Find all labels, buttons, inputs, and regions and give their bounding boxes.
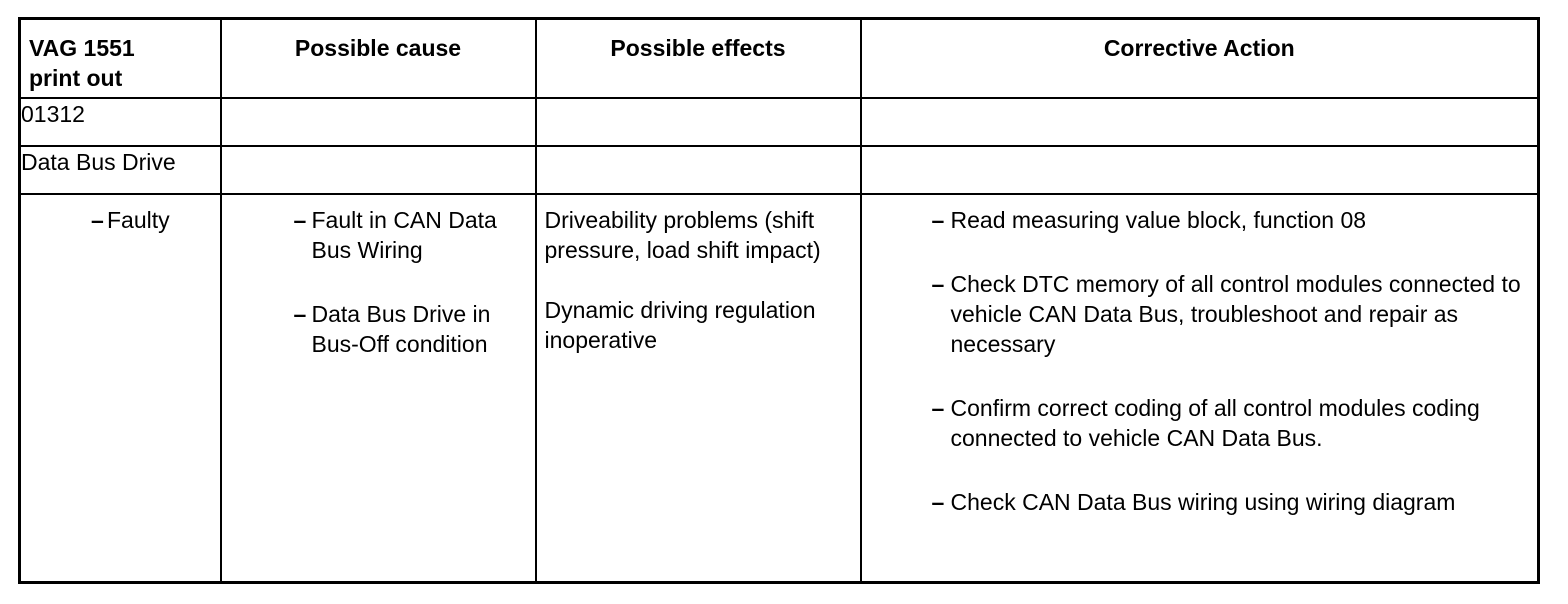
action-text: Confirm correct coding of all control modules coding connected to vehicle CAN Data Bus.: [950, 394, 1480, 451]
dash-bullet: –: [931, 488, 945, 515]
action-text: Check CAN Data Bus wiring using wiring diagram: [950, 488, 1456, 515]
list-item: [222, 299, 535, 359]
empty-cell: [536, 146, 861, 194]
list-item: [862, 269, 1538, 359]
header-possible-effects: Possible effects: [536, 19, 861, 98]
empty-cell: [221, 98, 536, 146]
fault-code-cell: 01312: [20, 98, 221, 146]
header-possible-cause: Possible cause: [221, 19, 536, 98]
list-item: [21, 205, 220, 235]
table-row: [20, 98, 1539, 146]
fault-type-cell: [20, 194, 221, 583]
empty-cell: [536, 98, 861, 146]
header-vag-line1: VAG 1551: [29, 35, 135, 61]
dash-bullet: –: [931, 206, 945, 233]
possible-effects-cell: [536, 194, 861, 583]
effect-text: Driveability problems (shift pressure, load shift impact): [544, 206, 821, 263]
dash-bullet: –: [91, 206, 104, 233]
cause-text: Fault in CAN Data Bus Wiring: [311, 206, 497, 263]
empty-cell: [861, 146, 1539, 194]
dash-bullet: –: [293, 300, 307, 327]
dtc-table: [18, 17, 1540, 584]
header-row: [20, 19, 1539, 98]
table-row: [20, 194, 1539, 583]
possible-cause-cell: [221, 194, 536, 583]
dash-bullet: –: [293, 206, 307, 233]
list-item: [862, 393, 1538, 453]
table-row: [20, 146, 1539, 194]
corrective-action-cell: [861, 194, 1539, 583]
empty-cell: [861, 98, 1539, 146]
dash-bullet: –: [931, 270, 945, 297]
cause-text: Data Bus Drive in Bus-Off condition: [311, 300, 491, 357]
list-item: [862, 205, 1538, 235]
list-item: [222, 205, 535, 265]
list-item: [862, 487, 1538, 517]
effect-text: Dynamic driving regulation inoperative: [544, 296, 816, 353]
header-vag-printout: [20, 19, 221, 98]
fault-name-cell: Data Bus Drive: [20, 146, 221, 194]
header-corrective-action: Corrective Action: [861, 19, 1539, 98]
action-text: Check DTC memory of all control modules connected to vehicle CAN Data Bus, troubleshoot and repair as necessary: [950, 270, 1521, 357]
dash-bullet: –: [931, 394, 945, 421]
empty-cell: [221, 146, 536, 194]
action-text: Read measuring value block, function 08: [950, 206, 1367, 233]
fault-type-text: Faulty: [107, 206, 170, 233]
header-vag-line2: print out: [29, 65, 123, 91]
